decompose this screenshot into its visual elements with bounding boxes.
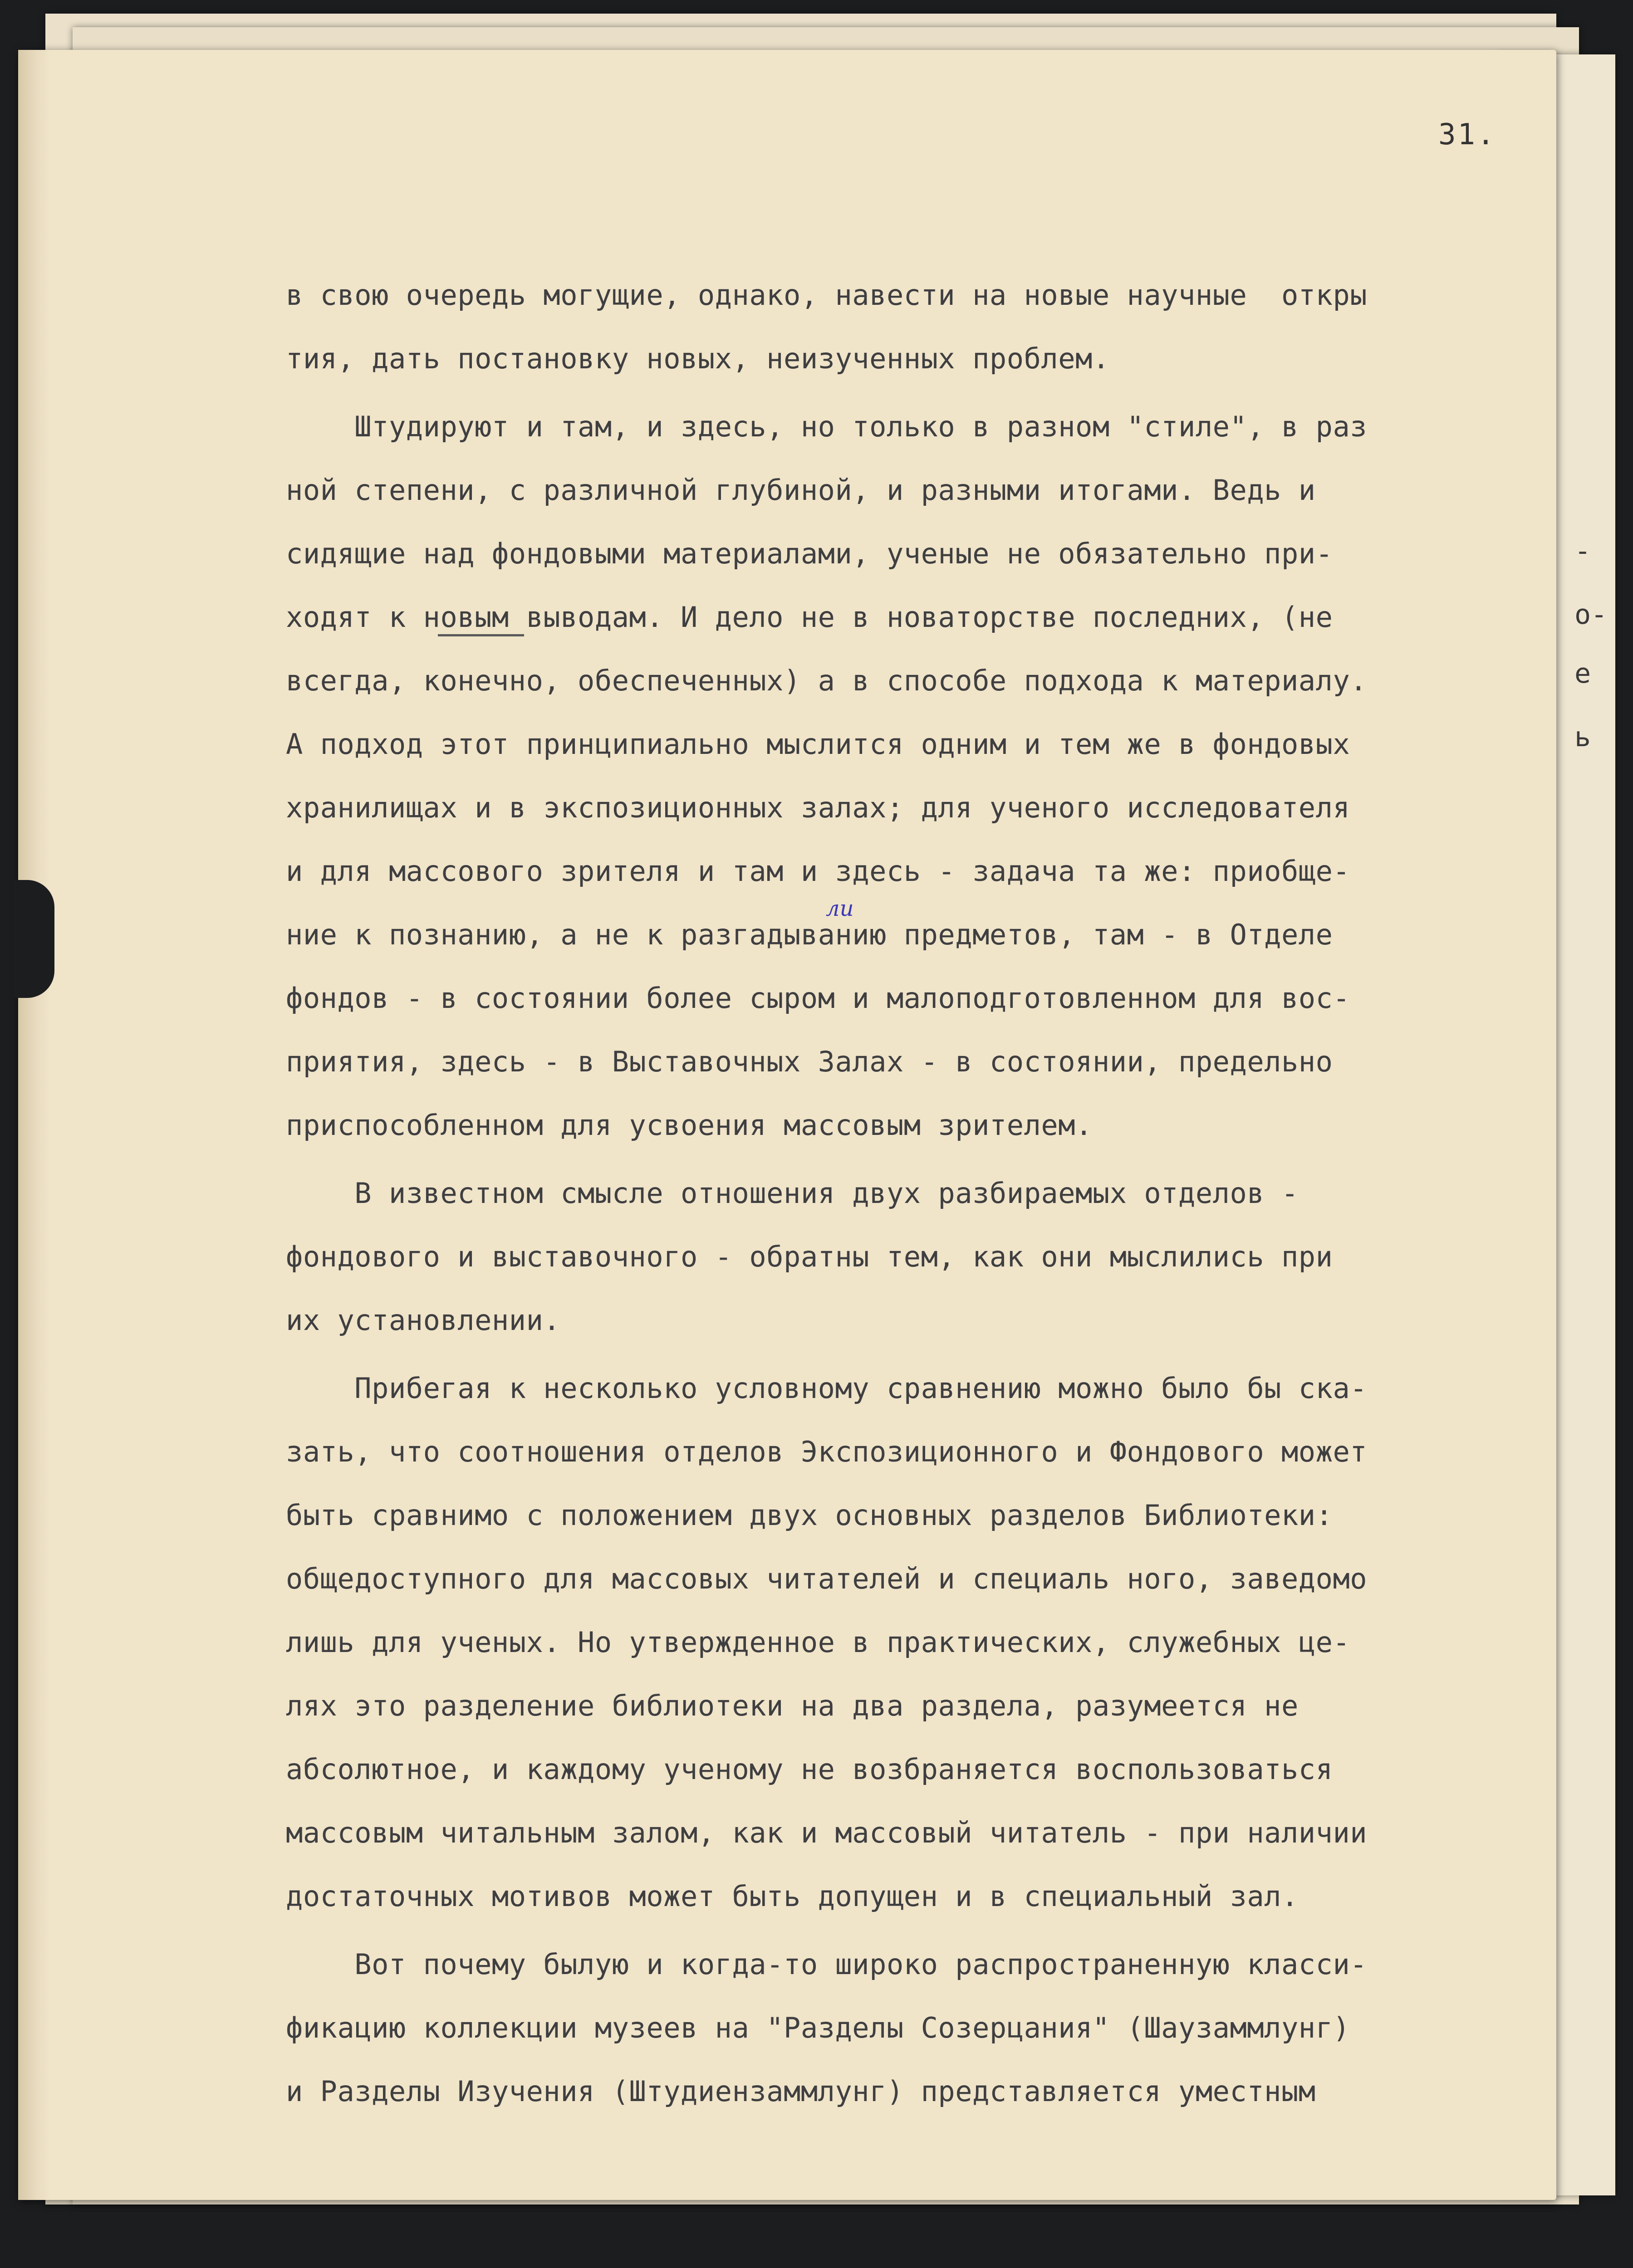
margin-note: е [1574, 658, 1591, 689]
text-line: хранилищах и в экспозиционных залах; для ученого исследователя [286, 791, 1350, 824]
text-line: всегда, конечно, обеспеченных) а в способе подхода к материалу. [286, 664, 1368, 697]
text-line: фондов - в состоянии более сыром и малоподготовленном для вос- [286, 982, 1350, 1015]
text-line: зать, что соотношения отделов Экспозиционного и Фондового может [286, 1435, 1368, 1468]
margin-note: о- [1574, 599, 1608, 631]
page-number: 31. [1438, 118, 1496, 152]
text-line: приятия, здесь - в Выставочных Залах - в состоянии, предельно [286, 1045, 1333, 1078]
text-line: В известном смысле отношения двух разбираемых отделов - [286, 1177, 1299, 1210]
text-line: Вот почему былую и когда-то широко распространенную класси- [286, 1948, 1368, 1981]
page-tear [14, 880, 54, 998]
document-page [18, 50, 1556, 2200]
text-line: ходят к новым выводам. И дело не в новаторстве последних, (не [286, 601, 1333, 634]
page-edge [18, 50, 50, 2200]
text-line: сидящие над фондовыми материалами, ученые не обязательно при- [286, 537, 1333, 570]
text-line: лях это разделение библиотеки на два раздела, разумеется не [286, 1689, 1299, 1722]
text-line: массовым читальным залом, как и массовый читатель - при наличии [286, 1816, 1368, 1849]
margin-note: - [1574, 535, 1591, 567]
underline-mark [438, 634, 524, 636]
text-line: А подход этот принципиально мыслится одним и тем же в фондовых [286, 728, 1350, 761]
text-line: достаточных мотивов может быть допущен и в специальный зал. [286, 1880, 1299, 1913]
text-line: Прибегая к несколько условному сравнению можно было бы ска- [286, 1372, 1368, 1405]
text-line: ной степени, с различной глубиной, и разными итогами. Ведь и [286, 474, 1316, 507]
text-line: Штудируют и там, и здесь, но только в разном "стиле", в раз [286, 410, 1368, 443]
text-line: лишь для ученых. Но утвержденное в практических, служебных це- [286, 1626, 1350, 1659]
text-line: и Разделы Изучения (Штудиензаммлунг) представляется уместным [286, 2075, 1316, 2108]
text-line: абсолютное, и каждому ученому не возбраняется воспользоваться [286, 1753, 1333, 1786]
margin-note: ь [1574, 721, 1591, 753]
text-line: общедоступного для массовых читателей и специаль ного, заведомо [286, 1562, 1368, 1595]
text-line: их установлении. [286, 1304, 561, 1337]
text-line: в свою очередь могущие, однако, навести на новые научные откры [286, 279, 1368, 312]
text-line: ние к познанию, а не к разгадыванию предметов, там - в Отделе [286, 918, 1333, 951]
handwritten-correction: ли [826, 896, 854, 921]
text-line: и для массового зрителя и там и здесь - задача та же: приобще- [286, 855, 1350, 888]
text-line: приспособленном для усвоения массовым зрителем. [286, 1109, 1093, 1142]
text-line: фондового и выставочного - обратны тем, как они мыслились при [286, 1240, 1333, 1273]
text-line: фикацию коллекции музеев на "Разделы Созерцания" (Шаузаммлунг) [286, 2011, 1350, 2044]
text-line: быть сравнимо с положением двух основных разделов Библиотеки: [286, 1499, 1333, 1532]
text-line: тия, дать постановку новых, неизученных проблем. [286, 342, 1110, 375]
